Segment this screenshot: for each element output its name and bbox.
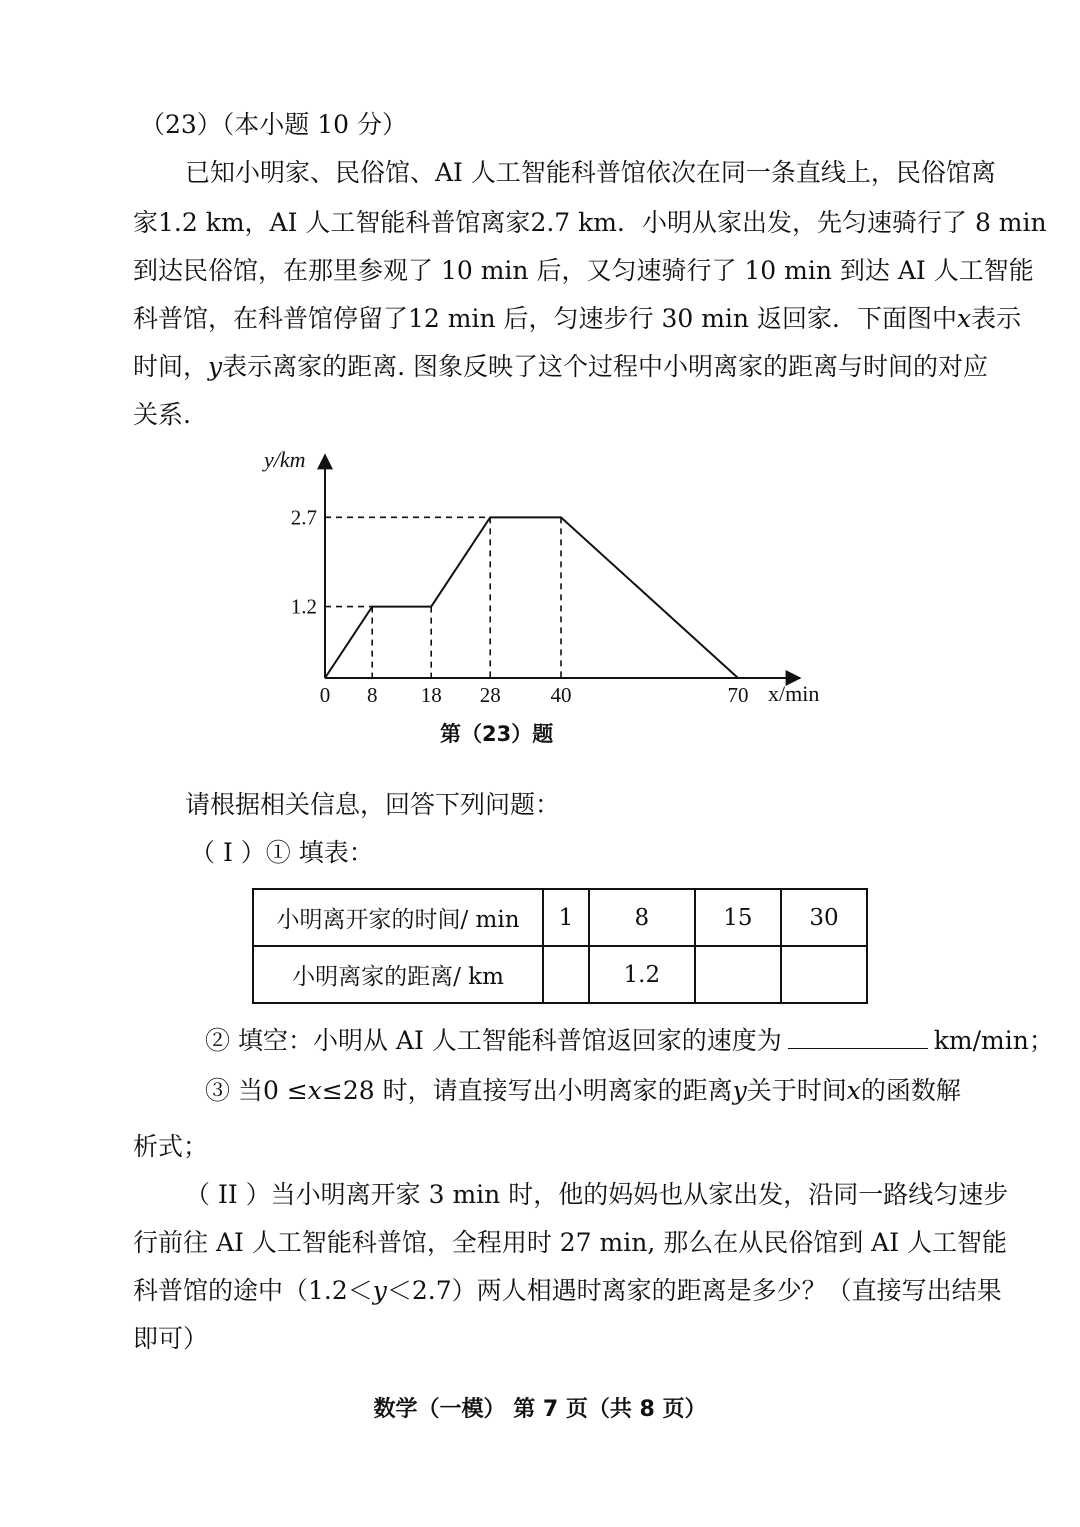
chart-caption: 第（23）题 xyxy=(440,722,554,746)
time-cell: 1 xyxy=(543,889,589,946)
var-x: x xyxy=(307,1076,322,1105)
y-axis-label: y/km xyxy=(264,447,306,472)
var-y: y xyxy=(732,1076,747,1105)
intro-line-6: 关系. xyxy=(133,400,191,429)
intro-line-4 xyxy=(133,304,1022,334)
var-y: y xyxy=(372,1276,387,1305)
table-row xyxy=(253,946,867,1003)
time-cell: 30 xyxy=(781,889,867,946)
x-tick-label: 0 xyxy=(319,683,331,707)
intro-line-5-tail: 表示离家的距离. 图象反映了这个过程中小明离家的距离与时间的对应 xyxy=(222,352,989,381)
y-tick-labels xyxy=(291,505,317,618)
guide-lines xyxy=(325,517,561,678)
distance-cell: 1.2 xyxy=(589,946,695,1003)
distance-time-chart xyxy=(250,445,850,707)
part2-line-4: 即可） xyxy=(133,1324,209,1353)
y-tick-label: 2.7 xyxy=(290,505,317,530)
x-tick-label: 28 xyxy=(479,683,501,707)
question-2-text: ② 填空：小明从 AI 人工智能科普馆返回家的速度为 xyxy=(205,1026,782,1055)
var-x: x xyxy=(846,1076,861,1105)
x-tick-label: 8 xyxy=(366,683,378,707)
intro-line-1: 已知小明家、民俗馆、AI 人工智能科普馆依次在同一条直线上，民俗馆离 xyxy=(185,158,996,187)
y-tick-label: 1.2 xyxy=(290,594,317,619)
fill-table xyxy=(252,888,868,1004)
question-2 xyxy=(205,1026,1065,1056)
table-row xyxy=(253,889,867,946)
question-3-line-2: 析式； xyxy=(133,1132,209,1161)
intro-line-2: 家1.2 km，AI 人工智能科普馆离家2.7 km．小明从家出发，先匀速骑行了 8 min xyxy=(133,208,1047,237)
distance-series-line xyxy=(325,517,738,678)
intro-line-5-text: 时间， xyxy=(133,352,209,381)
time-cell: 8 xyxy=(589,889,695,946)
part2-line-3-a: 科普馆的途中（1.2＜ xyxy=(133,1276,373,1305)
distance-header: 小明离家的距离/ km xyxy=(253,946,543,1003)
q3-part-c: ≤28 时，请直接写出小明离家的距离 xyxy=(321,1076,733,1105)
part2-line-3 xyxy=(133,1276,1002,1306)
intro-line-4-text: 科普馆，在科普馆停留了12 min 后，匀速步行 30 min 返回家．下面图中 xyxy=(133,304,957,333)
page-footer: 数学（一模） 第 7 页（共 8 页） xyxy=(373,1397,707,1422)
x-axis-label: x/min xyxy=(768,681,820,706)
x-tick-label: 18 xyxy=(420,683,442,707)
answer-blank[interactable] xyxy=(788,1026,928,1049)
var-x: x xyxy=(956,304,972,333)
time-cell: 15 xyxy=(695,889,781,946)
intro-line-4-tail: 表示 xyxy=(971,304,1022,333)
x-tick-label: 40 xyxy=(550,683,572,707)
x-tick-label: 70 xyxy=(727,683,749,707)
part1-label: （ I ）① 填表： xyxy=(190,838,374,867)
questions-prompt: 请根据相关信息，回答下列问题： xyxy=(185,790,561,819)
q3-le: ≤ xyxy=(286,1076,308,1105)
part2-line-2: 行前往 AI 人工智能科普馆，全程用时 27 min, 那么在从民俗馆到 AI 人工智能 xyxy=(133,1228,1008,1257)
distance-cell[interactable] xyxy=(543,946,589,1003)
problem-number: （23）（本小题 10 分） xyxy=(140,110,408,139)
q3-part-a: ③ 当0 xyxy=(205,1076,287,1105)
distance-cell[interactable] xyxy=(781,946,867,1003)
time-header: 小明离开家的时间/ min xyxy=(253,889,543,946)
var-y: y xyxy=(208,352,223,381)
question-3 xyxy=(205,1076,1065,1106)
question-2-unit: km/min； xyxy=(933,1026,1054,1055)
x-tick-labels xyxy=(320,683,749,707)
q3-part-d: 关于时间 xyxy=(746,1076,847,1105)
part2-line-1: （ II ）当小明离开家 3 min 时，他的妈妈也从家出发，沿同一路线匀速步 xyxy=(185,1180,1009,1209)
intro-line-5 xyxy=(133,352,993,382)
q3-part-e: 的函数解 xyxy=(860,1076,961,1105)
distance-cell[interactable] xyxy=(695,946,781,1003)
part2-line-3-b: ＜2.7）两人相遇时离家的距离是多少？（直接写出结果 xyxy=(386,1276,1002,1305)
intro-line-3: 到达民俗馆，在那里参观了 10 min 后，又匀速骑行了 10 min 到达 AI 人工智能 xyxy=(133,256,1034,285)
